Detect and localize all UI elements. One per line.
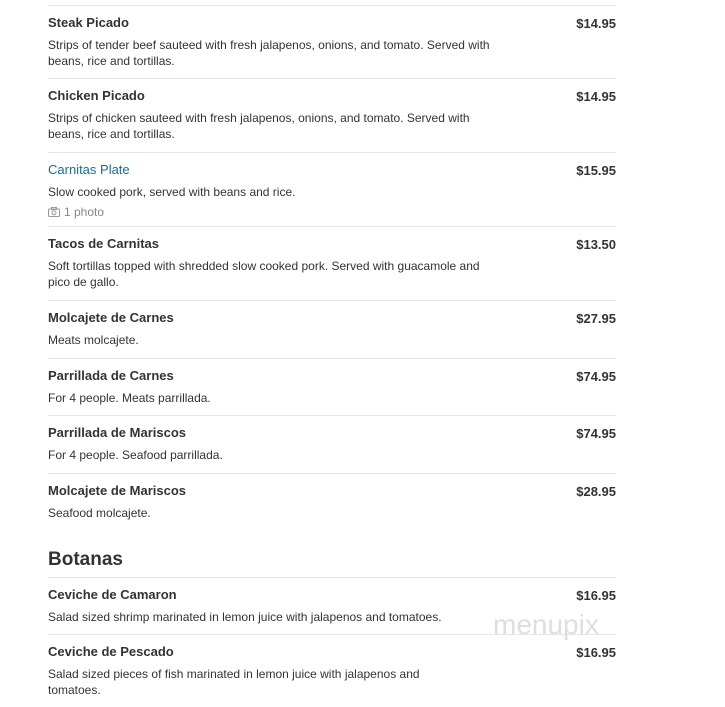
photo-link[interactable] xyxy=(48,205,104,219)
item-name: Chicken Picado xyxy=(48,88,145,103)
item-description: Salad sized shrimp marinated in lemon juice with jalapenos and tomatoes. xyxy=(48,610,442,624)
item-price: $28.95 xyxy=(576,484,616,499)
watermark-logo: menupix xyxy=(493,609,599,640)
item-price: $14.95 xyxy=(576,16,616,31)
item-price: $16.95 xyxy=(576,645,616,660)
item-price: $16.95 xyxy=(576,588,616,603)
item-description: Salad sized pieces of fish marinated in lemon juice with jalapenos and tomatoes. xyxy=(48,667,420,697)
item-price: $14.95 xyxy=(576,89,616,104)
menu-item xyxy=(48,79,616,153)
item-name: Molcajete de Carnes xyxy=(48,310,174,325)
item-price: $74.95 xyxy=(576,426,616,441)
item-description: For 4 people. Meats parrillada. xyxy=(48,391,211,405)
item-name: Ceviche de Camaron xyxy=(48,587,177,602)
item-name: Tacos de Carnitas xyxy=(48,236,160,251)
camera-icon xyxy=(48,207,60,217)
item-description: Strips of chicken sauteed with fresh jalapenos, onions, and tomato. Served with beans, rice and tortillas. xyxy=(48,111,470,141)
section-title: Botanas xyxy=(48,549,123,570)
item-name: Molcajete de Mariscos xyxy=(48,483,186,498)
menu-item xyxy=(48,301,616,359)
menu-item xyxy=(48,635,616,707)
item-name: Steak Picado xyxy=(48,15,129,30)
item-name: Parrillada de Mariscos xyxy=(48,425,187,440)
photo-count: 1 photo xyxy=(64,205,105,219)
item-description: Soft tortillas topped with shredded slow cooked pork. Served with guacamole and pico de gallo. xyxy=(48,259,480,289)
item-name: Parrillada de Carnes xyxy=(48,368,174,383)
item-price: $74.95 xyxy=(576,369,616,384)
item-name-link[interactable]: Carnitas Plate xyxy=(48,162,130,177)
item-description: For 4 people. Seafood parrillada. xyxy=(48,448,223,462)
menu-item xyxy=(48,5,616,79)
item-description: Seafood molcajete. xyxy=(48,506,151,520)
menu-item xyxy=(48,416,616,474)
item-description: Slow cooked pork, served with beans and rice. xyxy=(48,185,296,199)
menu-item xyxy=(48,153,616,227)
menu-item xyxy=(48,359,616,416)
item-price: $13.50 xyxy=(576,237,616,252)
item-price: $27.95 xyxy=(576,311,616,326)
item-description: Meats molcajete. xyxy=(48,333,139,347)
menu-item xyxy=(48,474,616,532)
item-name: Ceviche de Pescado xyxy=(48,644,174,659)
menu-item xyxy=(48,227,616,301)
item-price: $15.95 xyxy=(576,163,616,178)
item-description: Strips of tender beef sauteed with fresh jalapenos, onions, and tomato. Served with beans, rice and tortillas. xyxy=(48,38,490,68)
